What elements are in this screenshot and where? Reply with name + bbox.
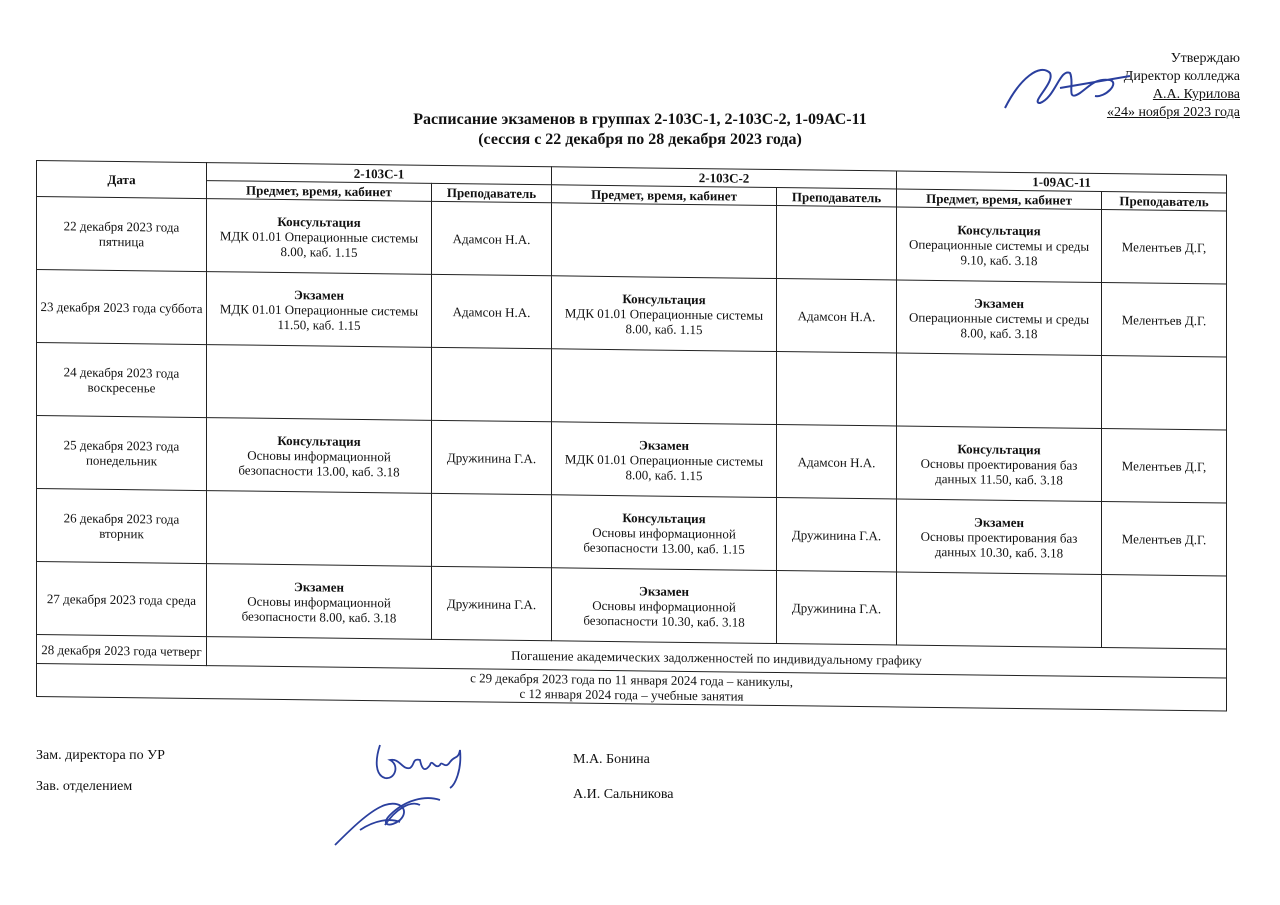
head-name: А.И. Сальникова xyxy=(573,787,674,802)
deputy-role: Зам. директора по УР xyxy=(36,748,165,763)
debt-repayment-cell: Погашение академических задолженностей по индивидуальному графику xyxy=(207,637,1227,678)
teacher-header: Преподаватель xyxy=(432,183,552,202)
event-kind: Консультация xyxy=(622,290,706,307)
subject-text: Основы информационной безопасности 8.00, каб. 3.18 xyxy=(241,593,397,625)
event-kind: Консультация xyxy=(957,440,1041,457)
subject-text: Основы информационной безопасности 13.00, каб. 3.18 xyxy=(238,447,400,479)
subject-cell xyxy=(552,349,777,425)
subject-cell xyxy=(897,207,1102,283)
teacher-cell: Мелентьев Д.Г, xyxy=(1102,429,1227,504)
subject-cell xyxy=(552,422,777,498)
event-kind: Экзамен xyxy=(974,294,1025,311)
date-cell: 22 декабря 2023 года пятница xyxy=(37,197,207,272)
event-kind: Консультация xyxy=(622,509,706,526)
subject-cell xyxy=(897,353,1102,429)
subject-text: Операционные системы и среды 9.10, каб. 3.18 xyxy=(909,236,1090,268)
event-kind: Консультация xyxy=(277,213,361,230)
event-kind xyxy=(900,390,1098,392)
teacher-cell: Мелентьев Д.Г. xyxy=(1102,283,1227,358)
approval-position: Директор колледжа xyxy=(1123,69,1240,84)
title-session: (сессия с 22 декабря по 28 декабря 2023 года) xyxy=(478,131,802,148)
subject-cell xyxy=(897,499,1102,575)
event-kind: Экзамен xyxy=(974,513,1025,530)
event-kind: Экзамен xyxy=(639,436,689,453)
subject-cell xyxy=(897,280,1102,356)
date-cell: 27 декабря 2023 года среда xyxy=(37,562,207,637)
subject-cell xyxy=(552,203,777,279)
subject-text: Основы проектирования баз данных 10.30, каб. 3.18 xyxy=(920,528,1078,561)
teacher-cell: Адамсон Н.А. xyxy=(432,274,552,348)
date-cell: 28 декабря 2023 года четверг xyxy=(37,635,207,666)
group-header: 1-09АС-11 xyxy=(897,171,1227,193)
subject-cell xyxy=(207,418,432,494)
subject-cell xyxy=(207,564,432,640)
teacher-cell: Дружинина Г.А. xyxy=(777,498,897,572)
event-kind xyxy=(555,239,773,242)
subject-cell xyxy=(207,345,432,421)
deputy-name: М.А. Бонина xyxy=(573,752,650,767)
teacher-cell xyxy=(777,206,897,280)
title-line: Расписание экзаменов в группах 2-103С-1, 2-103С-2, 1-09АС-11 xyxy=(413,111,867,128)
teacher-cell: Мелентьев Д.Г. xyxy=(1102,502,1227,577)
teacher-cell: Дружинина Г.А. xyxy=(777,571,897,645)
subject-text: Основы проектирования баз данных 11.50, каб. 3.18 xyxy=(920,455,1078,488)
event-kind: Экзамен xyxy=(294,578,344,595)
subject-text: МДК 01.01 Операционные системы 8.00, каб. 1.15 xyxy=(219,227,419,260)
group-header: 2-103С-2 xyxy=(552,167,897,189)
subject-text: МДК 01.01 Операционные системы 8.00, каб. 1.15 xyxy=(564,304,764,337)
teacher-header: Преподаватель xyxy=(1102,192,1227,212)
subject-cell xyxy=(207,272,432,348)
event-kind xyxy=(210,527,428,530)
director-signature xyxy=(1000,58,1135,118)
event-kind: Консультация xyxy=(277,432,361,449)
teacher-cell: Мелентьев Д.Г, xyxy=(1102,210,1227,285)
subject-text: Основы информационной безопасности 10.30, каб. 3.18 xyxy=(583,597,745,630)
subject-cell xyxy=(207,199,432,275)
teacher-cell: Адамсон Н.А. xyxy=(777,425,897,499)
date-cell: 25 декабря 2023 года понедельник xyxy=(37,416,207,491)
holiday-line: с 12 января 2024 года – учебные занятия xyxy=(519,685,744,704)
teacher-cell: Дружинина Г.А. xyxy=(432,420,552,494)
subject-text: Основы информационной безопасности 13.00, каб. 1.15 xyxy=(583,524,745,557)
date-cell: 24 декабря 2023 года воскресенье xyxy=(37,343,207,418)
subject-cell xyxy=(552,276,777,352)
event-kind xyxy=(555,385,773,388)
subject-header: Предмет, время, кабинет xyxy=(207,181,432,202)
teacher-header: Преподаватель xyxy=(777,188,897,207)
event-kind: Экзамен xyxy=(294,286,344,303)
teacher-cell xyxy=(1102,356,1227,431)
group-header: 2-103С-1 xyxy=(207,163,552,185)
subject-cell xyxy=(897,572,1102,648)
subject-cell xyxy=(552,495,777,571)
subject-cell xyxy=(897,426,1102,502)
teacher-cell xyxy=(432,347,552,421)
event-kind: Консультация xyxy=(957,221,1041,238)
schedule-table xyxy=(36,160,1227,712)
approval-date: «24» ноября 2023 года xyxy=(1106,105,1240,120)
subject-text: Операционные системы и среды 8.00, каб. 3.18 xyxy=(909,309,1090,341)
event-kind xyxy=(210,381,428,384)
subject-cell xyxy=(552,568,777,644)
teacher-cell xyxy=(1102,575,1227,650)
approval-name: А.А. Курилова xyxy=(1152,87,1240,102)
date-cell: 26 декабря 2023 года вторник xyxy=(37,489,207,564)
head-signature xyxy=(330,780,450,850)
holiday-line: с 29 декабря 2023 года по 11 января 2024 года – каникулы, xyxy=(470,670,793,690)
subject-text: МДК 01.01 Операционные системы 11.50, каб. 1.15 xyxy=(219,300,419,333)
page-title xyxy=(290,110,990,150)
subject-header: Предмет, время, кабинет xyxy=(552,185,777,206)
event-kind: Экзамен xyxy=(639,582,689,599)
date-cell: 23 декабря 2023 года суббота xyxy=(37,270,207,345)
approval-line: Утверждаю xyxy=(1170,51,1240,66)
teacher-cell xyxy=(777,352,897,426)
date-header: Дата xyxy=(37,161,207,199)
subject-text: МДК 01.01 Операционные системы 8.00, каб. 1.15 xyxy=(564,450,764,483)
event-kind xyxy=(900,609,1098,611)
subject-header: Предмет, время, кабинет xyxy=(897,189,1102,210)
teacher-cell: Адамсон Н.А. xyxy=(432,201,552,275)
subject-cell xyxy=(207,491,432,567)
teacher-cell: Дружинина Г.А. xyxy=(432,566,552,640)
head-role: Зав. отделением xyxy=(36,779,133,794)
teacher-cell: Адамсон Н.А. xyxy=(777,279,897,353)
teacher-cell xyxy=(432,493,552,567)
